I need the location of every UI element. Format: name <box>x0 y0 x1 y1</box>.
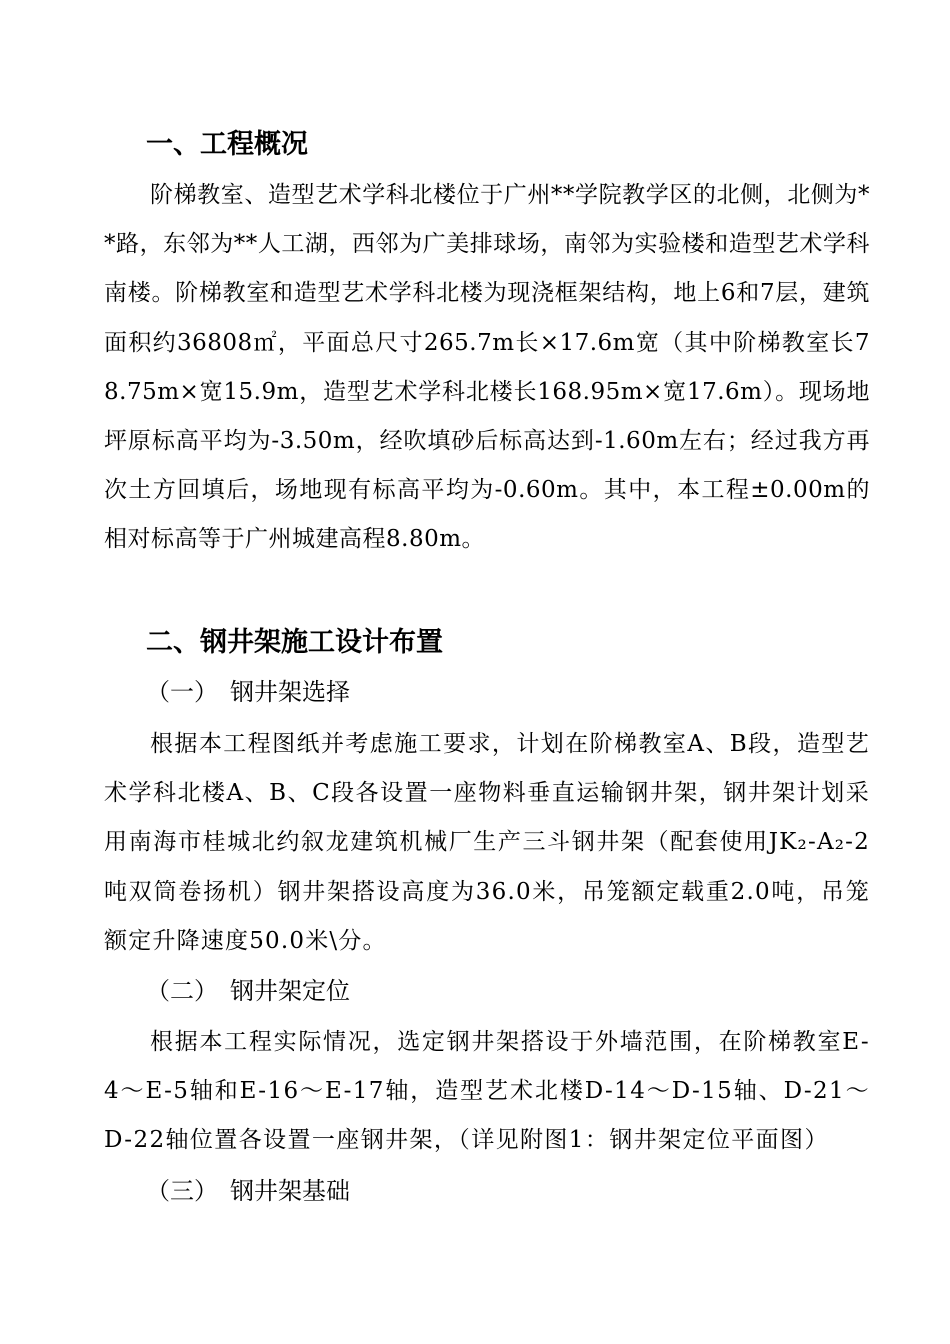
section-2-heading: 二、钢井架施工设计布置 <box>146 627 443 658</box>
section-1-paragraph: 阶梯教室、造型艺术学科北楼位于广州**学院教学区的北侧，北侧为**路，东邻为**人工湖，西邻为广美排球场，南邻为实验楼和造型艺术学科南楼。阶梯教室和造型艺术学科北楼为现浇框架结构，地上6和7层，建筑面积约36808㎡，平面总尺寸265.7m长×17.6m宽（其中阶梯教室长78.75m×宽15.9m，造型艺术学科北楼长168.95m×宽17.6m）。现场地坪原标高平均为-3.50m，经吹填砂后标高达到-1.60m左右；经过我方再次土方回填后，场地现有标高平均为-0.60m。其中，本工程±0.00m的相对标高等于广州城建高程8.80m。 <box>104 182 870 553</box>
section-1-heading: 一、工程概况 <box>146 129 308 160</box>
subsection-1-title: （一） 钢井架选择 <box>146 678 350 706</box>
subsection-2-title: （二） 钢井架定位 <box>146 977 350 1005</box>
subsection-1-paragraph: 根据本工程图纸并考虑施工要求，计划在阶梯教室A、B段，造型艺术学科北楼A、B、C段各设置一座物料垂直运输钢井架，钢井架计划采用南海市桂城北约叙龙建筑机械厂生产三斗钢井架（配套使用JK₂-A₂-2吨双筒卷扬机）钢井架搭设高度为36.0米，吊笼额定载重2.0吨，吊笼额定升降速度50.0米\分。 <box>104 731 870 954</box>
subsection-3-title: （三） 钢井架基础 <box>146 1177 350 1205</box>
subsection-2-paragraph: 根据本工程实际情况，选定钢井架搭设于外墙范围，在阶梯教室E-4～E-5轴和E-16～E-17轴，造型艺术北楼D-14～D-15轴、D-21～D-22轴位置各设置一座钢井架，（详见附图1：钢井架定位平面图） <box>104 1029 870 1154</box>
